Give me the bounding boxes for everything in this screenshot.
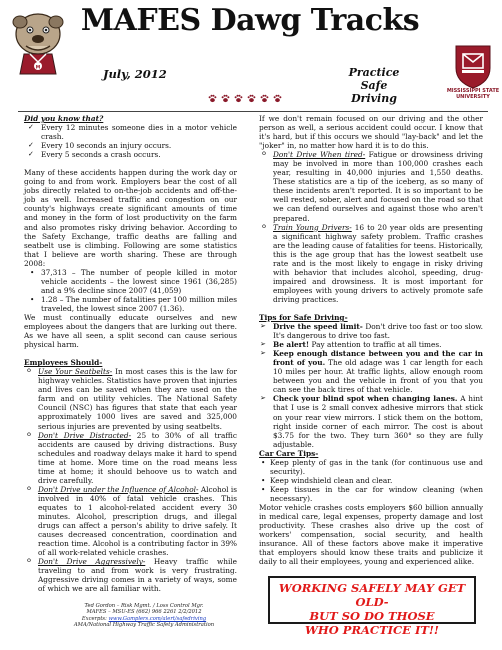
right-outro: Motor vehicle crashes costs employers $60 billion annually in medical care, legal expenses, property damage and lost productivity. These crashes also drive up the cost of workers' compensation, social security, and health insurance. All of these factors above make it imperative that employers should know these traits and publicize it daily to all their employees, young and experienced alike. [259, 502, 483, 567]
stats-list [24, 268, 237, 313]
excerpts-link[interactable]: www.Gamplers.com/alert/safedriving [108, 615, 207, 622]
tips-list [259, 322, 483, 449]
paw-print-icon [234, 94, 243, 103]
safety-callout-box [268, 576, 476, 637]
newsletter-title: MAFES Dawg Tracks [80, 3, 420, 38]
right-item: o Don't Drive When tired- Fatigue or drowsiness driving may be involved in more than 100,000 crashes each year, resulting in 40,000 injuries and 1,550 deaths. These statistics are a tip of the iceberg, as so many of these incidents aren't reported. It is so important to be well rested, sober, alert and focused on the road so that we can defend ourselves and against those who aren't prepared. [259, 150, 483, 222]
employee-item: o Don't Drive Distracted- 25 to 30% of all traffic accidents are caused by driving distractions. Busy schedules and roadway delays make it hard to spend time at home. More time on the road means less time at home; it should behoove us to watch and drive carefully. [24, 431, 237, 485]
subtitle-line-1: Practice Safe [348, 66, 400, 92]
car-care-item: • Keep tissues in the car for window cleaning (when necessary). [259, 485, 483, 503]
paw-print-icon [208, 94, 217, 103]
msu-logo-text: MISSISSIPPI STATE UNIVERSITY [446, 88, 500, 100]
paw-prints-row [208, 94, 282, 103]
msu-logo-icon [448, 42, 498, 90]
car-care-heading: Car Care Tips- [259, 448, 319, 458]
car-care-item: • Keep windshield clean and clear. [259, 476, 483, 485]
callout-line-1: WORKING SAFELY MAY GET OLD- [278, 581, 466, 609]
right-intro: If we don't remain focused on our driving and the other person as well, a serious accident could occur. I know that it's hard, but if this occurs we should "lay-back" and let the "joker" in, no matter how hard it is to do this. [259, 114, 483, 151]
facts-list [24, 123, 237, 159]
car-care-item: • Keep plenty of gas in the tank (for continuous use and security). [259, 458, 483, 476]
tip-item: ➢ Check your blind spot when changing lanes. A hint that I use is 2 small convex adhesive mirrors that stick on your rear view mirrors. I stick them on the bottom, right inside corner of each mirror. The cost is about $3.75 for the two. They turn 360° so they are fully adjustable. [259, 394, 483, 448]
header-divider [18, 111, 488, 112]
car-care-list [259, 458, 483, 503]
left-column [24, 114, 237, 593]
callout-line-3: WHO PRACTICE IT!! [305, 623, 439, 637]
fact-item: ✓ Every 12 minutes someone dies in a motor vehicle crash. [24, 123, 237, 141]
footer-author: Ted Gordon – Risk Mgmt. / Loss Control Mgr. [84, 603, 204, 609]
fact-item: ✓ Every 5 seconds a crash occurs. [24, 150, 237, 159]
footer-contact: MAFES – MSU-ES (662) 966 2261 2/2/2012 [86, 609, 202, 616]
right-item: o Train Young Drivers- 16 to 20 year olds are presenting a significant highway safety problem. Traffic crashes are the leading cause of fatalities for teens. Historically, this is the age group that has the lowest seatbelt use rate and is the most likely to engage in risky driving with behavior that includes alcohol, speeding, drug-impaired and drowsiness. It is most important for employees with young drivers to actively promote safe driving practices. [259, 223, 483, 304]
did-you-know-heading: Did you know that? [24, 114, 104, 123]
footer-source: AMA/National Highway Traffic Safety Administration [73, 622, 215, 629]
right-items-list [259, 150, 483, 304]
issue-subtitle [334, 66, 414, 105]
svg-text:M: M [35, 65, 41, 71]
employee-item: o Don't Drive Aggressively- Heavy traffic while traveling to and from work is very frustrating. Aggressive driving comes in a variety of ways, some of which we are all familiar with. [24, 557, 237, 593]
paw-print-icon [273, 94, 282, 103]
stats-outro: We must continually educate ourselves and new employees about the dangers that are lurking out there. As we have all seen, a split second can cause serious physical harm. [24, 312, 237, 350]
paw-print-icon [221, 94, 230, 103]
excerpts-label: Excerpts: [81, 615, 109, 622]
subtitle-line-2: Driving [351, 92, 397, 105]
tip-item: ➢ Keep enough distance between you and the car in front of you. The old adage was 1 car length for each 10 miles per hour. At traffic lights, allow enough room between you and the vehicle in front of you that you can see the back tires of that vehicle. [259, 349, 483, 394]
tip-item: ➢ Be alert! Pay attention to traffic at all times. [259, 340, 483, 349]
stat-item: • 37,313 – The number of people killed in motor vehicle accidents – the lowest since 1961 (36,285) and a 9% decline since 2007 (41,059) [24, 268, 237, 295]
paw-print-icon [247, 94, 256, 103]
bulldog-mascot-icon [6, 4, 70, 76]
employee-item: o Don't Drive under the Influence of Alcohol- Alcohol is involved in 40% of fatal vehicle crashes. This equates to 1 alcohol-related accident every 30 minutes. Alcohol, prescription drugs, and illegal drugs can affect a person's ability to drive safely. It causes decreased concentration, coordination and reaction time. Alcohol is a contributing factor in 39% of all work-related vehicle crashes. [24, 485, 237, 557]
tips-heading: Tips for Safe Driving- [259, 312, 348, 322]
intro-paragraph: Many of these accidents happen during the work day or going to and from work. Employers bear the cost of all jobs directly related to on-the-job accidents and off-the-job as well. Increased traffic and congestion on our county's highways create significant amounts of time and money in the form of lost productivity on the farm and also promotes risky driving behavior. According to the Safety Exchange, traffic deaths are falling and seatbelt use is climbing. Following are some statistics that I believe are worth sharing. These are through 2008: [24, 168, 237, 268]
issue-date: July, 2012 [103, 67, 167, 81]
stat-item: • 1.28 – The number of fatalities per 100 million miles traveled, the lowest since 2007 (1.36). [24, 295, 237, 313]
paw-print-icon [260, 94, 269, 103]
right-column [259, 114, 483, 566]
employees-list [24, 367, 237, 593]
fact-item: ✓ Every 10 seconds an injury occurs. [24, 141, 237, 150]
employee-item: o Use Your Seatbelts- In most cases this is the law for highway vehicles. Statistics have proven that injuries and lives can be saved when they are used on the farm and on utility vehicles. The National Safety Council (NSC) has figures that state that each year approximately 1000 lives are saved and 325,000 serious injuries are prevented by using seatbelts. [24, 367, 237, 430]
tip-item: ➢ Drive the speed limit- Don't drive too fast or too slow. It's dangerous to drive too fast. [259, 322, 483, 340]
employees-should-heading: Employees Should- [24, 358, 103, 368]
footer-credits [44, 603, 244, 629]
callout-line-2: BUT SO DO THOSE [309, 609, 435, 623]
